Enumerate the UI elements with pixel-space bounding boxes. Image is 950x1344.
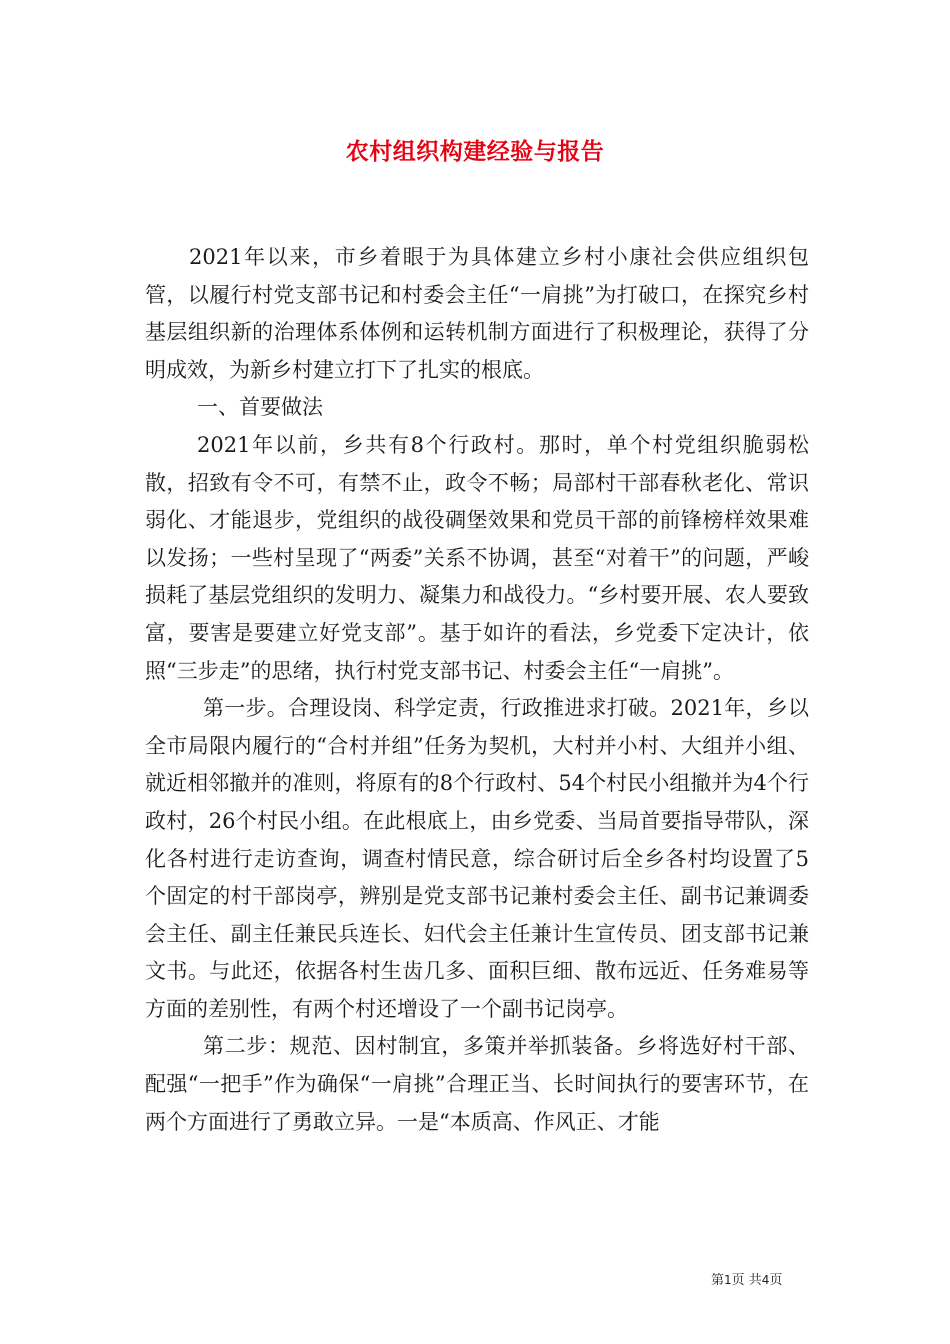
paragraph-background: 2021年以前，乡共有8个行政村。那时，单个村党组织脆弱松散，招致有令不可，有禁不止，政令不畅；局部村干部春秋老化、常识弱化、才能退步，党组织的战役碉堡效果和党员干部的前锋榜样效果难以发扬；一些村呈现了“两委”关系不协调，甚至“对着干”的问题，严峻损耗了基层党组织的发明力、凝集力和战役力。“乡村要开展、农人要致富，要害是要建立好党支部”。基于如许的看法，乡党委下定决计，依照“三步走”的思绪，执行村党支部书记、村委会主任“一肩挑”。 (145, 432, 809, 683)
footer-total-pages: 4 (761, 1273, 770, 1287)
footer-middle: 页 共 (731, 1273, 762, 1288)
document-body (145, 239, 809, 1141)
section-heading-main-practices: 一、首要做法 (197, 395, 323, 420)
page-number-footer (711, 1269, 782, 1288)
paragraph-step-two: 第二步：规范、因村制宜，多策并举抓装备。乡将选好村干部、配强“一把手”作为确保“一肩挑”合理正当、长时间执行的要害环节，在两个方面进行了勇敢立异。一是“本质高、作风正、才能 (145, 1034, 809, 1134)
paragraph-step-one: 第一步。合理设岗、科学定责，行政推进求打破。2021年，乡以全市局限内履行的“合村并组”任务为契机，大村并小村、大组并小组、就近相邻撤并的准则，将原有的8个行政村、54个村民小组撤并为4个行政村，26个村民小组。在此根底上，由乡党委、当局首要指导带队，深化各村进行走访查询，调查村情民意，综合研讨后全乡各村均设置了5个固定的村干部岗亭，辨别是党支部书记兼村委会主任、副书记兼调委会主任、副主任兼民兵连长、妇代会主任兼计生宣传员、团支部书记兼文书。与此还，依据各村生齿几多、面积巨细、散布远近、任务难易等方面的差别性，有两个村还增设了一个副书记岗亭。 (145, 696, 809, 1021)
paragraph-intro: 2021年以来，市乡着眼于为具体建立乡村小康社会供应组织包管，以履行村党支部书记和村委会主任“一肩挑”为打破口，在探究乡村基层组织新的治理体系体例和运转机制方面进行了积极理论，获得了分明成效，为新乡村建立打下了扎实的根底。 (145, 245, 809, 382)
footer-suffix: 页 (769, 1273, 783, 1288)
footer-prefix: 第 (711, 1273, 725, 1288)
document-title: 农村组织构建经验与报告 (345, 138, 605, 165)
footer-current-page: 1 (724, 1273, 732, 1287)
